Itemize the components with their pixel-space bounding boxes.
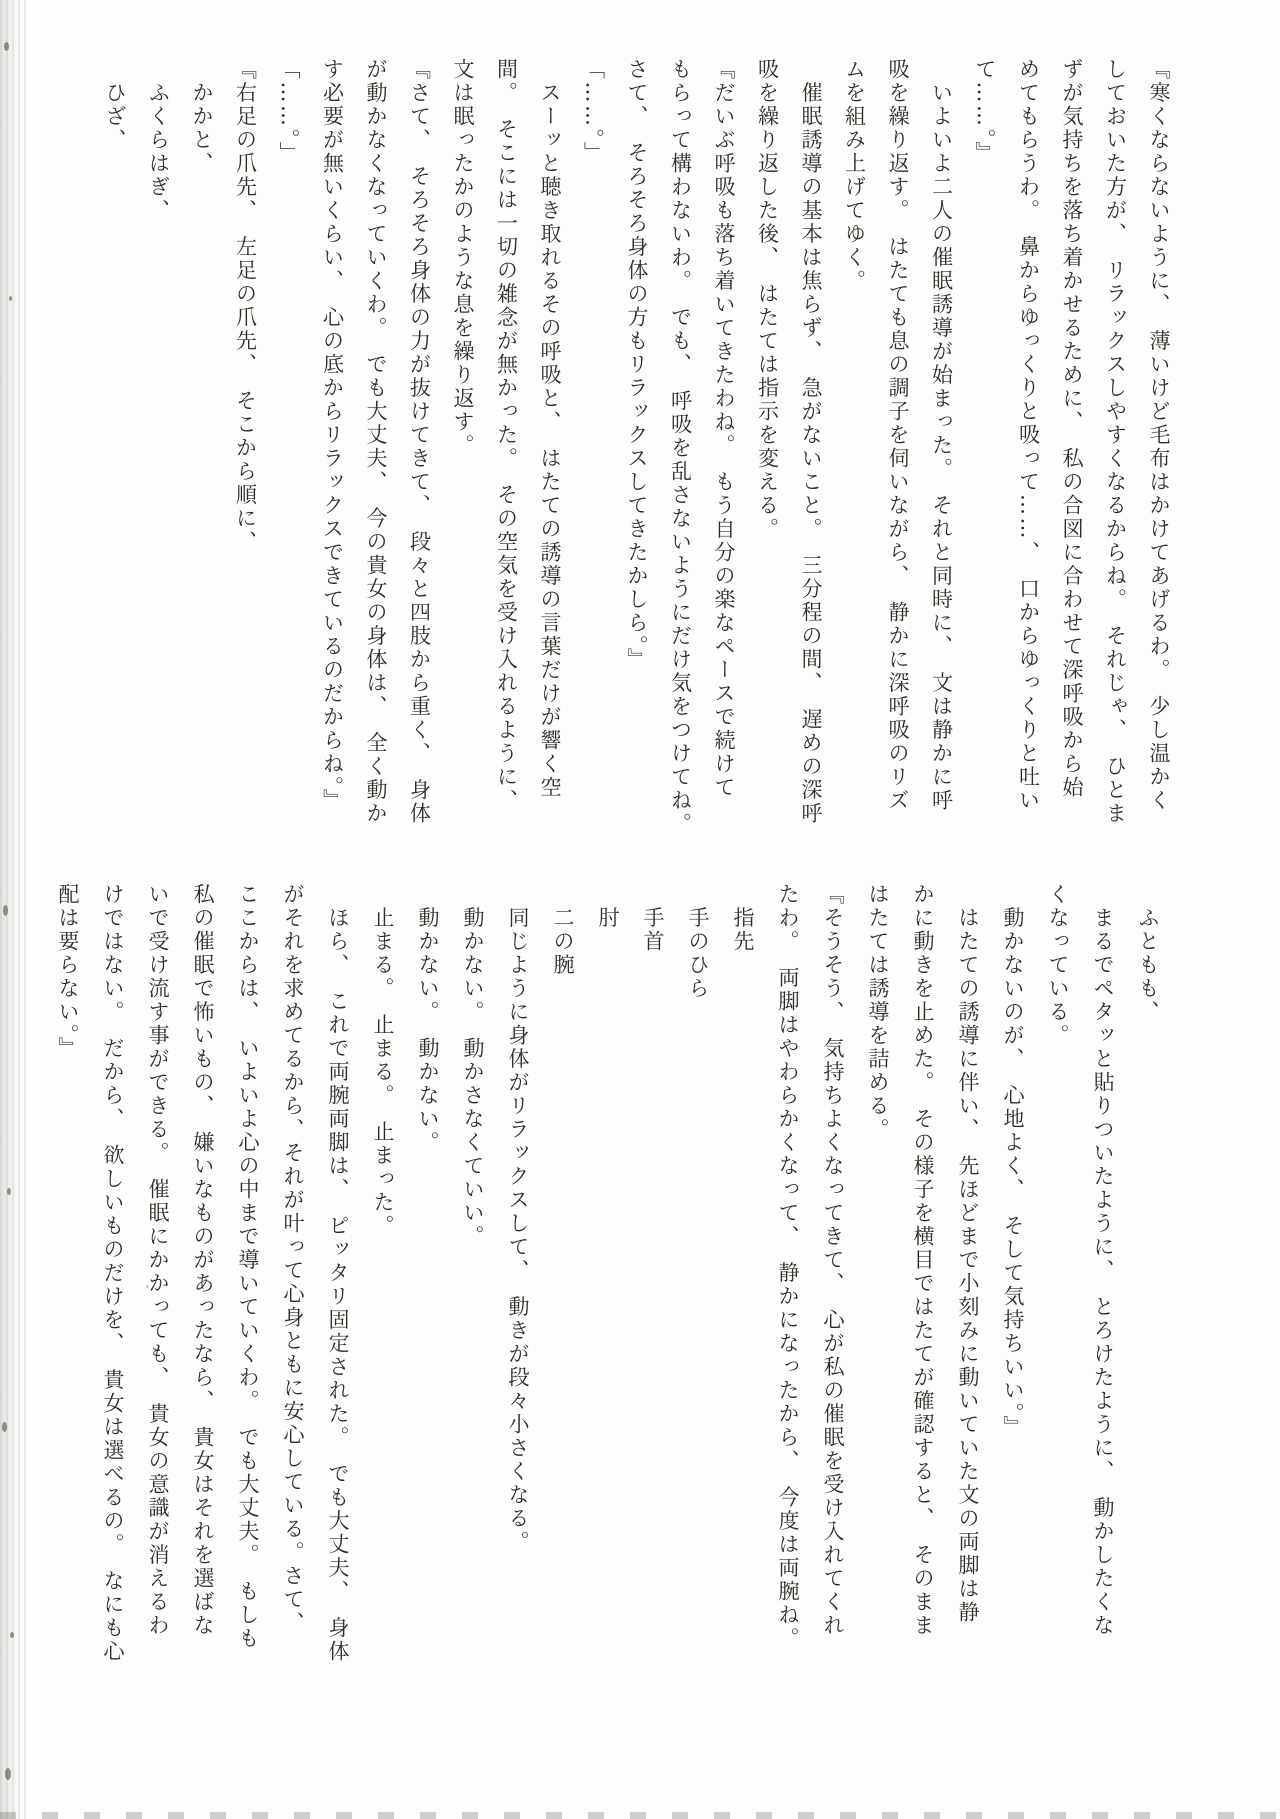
text-column: ムを組み上げてゆく。: [842, 58, 867, 293]
text-column: スーッと聴き取れるその呼吸と、 はたての誘導の言葉だけが響く空: [538, 58, 562, 800]
text-column: 指先: [731, 883, 755, 954]
text-column: 吸を繰り返した後、 はたては指示を変える。: [755, 58, 780, 541]
text-column: 「……。」: [277, 58, 301, 165]
text-column: 手首: [641, 883, 665, 954]
text-column: 肘: [596, 883, 620, 930]
text-column: ここからは、 いよいよ心の中まで導いていくわ。 でも大丈夫。 もしも: [236, 883, 260, 1651]
scan-speck: [2, 1422, 7, 1432]
text-column: 催眠誘導の基本は焦らず、 急がないこと。 三分程の間、 遅めの深呼: [799, 58, 823, 826]
text-column: がそれを求めてるから、それが叶って心身ともに安心している。さて、: [281, 883, 305, 1635]
text-column: 動かない。 動かさなくていい。: [461, 883, 485, 1249]
text-column: が動かなくなっていくわ。 でも大丈夫、 今の貴女の身体は、 全く動か: [364, 58, 388, 826]
text-column: 動かないのが、 心地よく、 そして気持ちいい。』: [1001, 883, 1025, 1439]
text-block-top: [92, 58, 1180, 876]
text-column: 二の腕: [551, 883, 575, 977]
text-column: めてもらうわ。 鼻からゆっくりと吸って……、 口からゆっくりと吐い: [1016, 58, 1041, 813]
text-column: 『さて、 そろそろ身体の力が抜けてきて、 段々と四肢から重く、 身体: [407, 58, 432, 826]
text-column: さて、 そろそろ身体の方もリラックスしてきたかしら。』: [625, 58, 649, 672]
text-column: 私の催眠で怖いもの、 嫌いなものがあったなら、 貴女はそれを選ばな: [191, 883, 215, 1638]
scan-speck: [7, 1188, 11, 1195]
text-column: 同じように身体がリラックスして、 動きが段々小さくなる。: [506, 883, 530, 1554]
text-column: たわ。 両脚はやわらかくなって、 静かになったから、 今度は両腕ね。: [776, 883, 800, 1651]
text-column: 「……。」: [581, 58, 606, 165]
scan-speck: [9, 296, 12, 301]
scan-speck: [3, 905, 8, 916]
text-column: はたては誘導を詰める。: [866, 883, 890, 1142]
text-column: 吸を繰り返す。 はたても息の調子を伺いながら、 静かに深呼吸のリズ: [886, 58, 910, 813]
text-column: いよいよ二人の催眠誘導が始まった。 それと同時に、 文は静かに呼: [929, 58, 954, 813]
text-column: ほら、 これで両腕両脚は、 ピッタリ固定された。 でも大丈夫、 身体: [326, 883, 350, 1664]
text-column: かに動きを止めた。 その様子を横目ではたてが確認すると、 そのまま: [911, 883, 935, 1638]
text-column: 止まる。 止まる。 止まった。: [371, 883, 395, 1238]
text-column: ずが気持ちを落ち着かせるために、 私の合図に合わせて深呼吸から始: [1060, 58, 1084, 800]
scan-noise-bottom-edge: [0, 1812, 1280, 1819]
text-column: 『だいぶ呼吸も落ち着いてきたわね。 もう自分の楽なペースで続けて: [712, 58, 736, 800]
text-column: いで受け流す事ができる。 催眠にかかっても、 貴女の意識が消えるわ: [146, 883, 170, 1638]
text-column: けではない。 だから、 欲しいものだけを、 貴女は選べるの。 なにも心: [101, 883, 125, 1664]
text-column: ふくらはぎ、: [146, 58, 171, 223]
text-column: かかと、: [190, 58, 214, 176]
text-column: す必要が無いくらい、 心の底からリラックスできているのだからね。』: [320, 58, 345, 813]
text-column: 『寒くならないように、 薄いけど毛布はかけてあげるわ。 少し温かく: [1147, 58, 1171, 813]
text-column: もらって構わないわ。 でも、 呼吸を乱さないようにだけ気をつけてね。: [668, 58, 693, 836]
text-column: くなっている。: [1046, 883, 1070, 1048]
text-column: 『右足の爪先、 左足の爪先、 そこから順に、: [233, 58, 258, 554]
scan-speck: [10, 1632, 14, 1638]
text-column: ひざ、: [103, 58, 127, 152]
text-column: 動かない。 動かない。: [416, 883, 440, 1155]
text-block-bottom: [45, 883, 1170, 1705]
scan-speck: [5, 1768, 11, 1780]
text-column: 配は要らない。』: [56, 883, 80, 1061]
text-column: て……。』: [973, 58, 997, 165]
text-column: 手のひら: [686, 883, 710, 1001]
text-column: はたての誘導に伴い、 先ほどまで小刻みに動いていた文の両脚は静: [956, 883, 980, 1625]
text-column: 間。 そこには一切の雑念が無かった。 その空気を受け入れるように、: [494, 58, 519, 813]
scan-speck: [4, 42, 9, 51]
text-column: 文は眠ったかのような息を繰り返す。: [451, 58, 475, 458]
text-column: ふともも、: [1136, 883, 1160, 1024]
text-column: まるでペタッと貼りついたように、 とろけたように、 動かしたくな: [1091, 883, 1115, 1638]
text-column: 『そうそう、 気持ちよくなってきて、 心が私の催眠を受け入れてくれ: [821, 883, 845, 1638]
text-column: しておいた方が、 リラックスしやすくなるからね。 それじゃ、 ひとま: [1103, 58, 1128, 826]
